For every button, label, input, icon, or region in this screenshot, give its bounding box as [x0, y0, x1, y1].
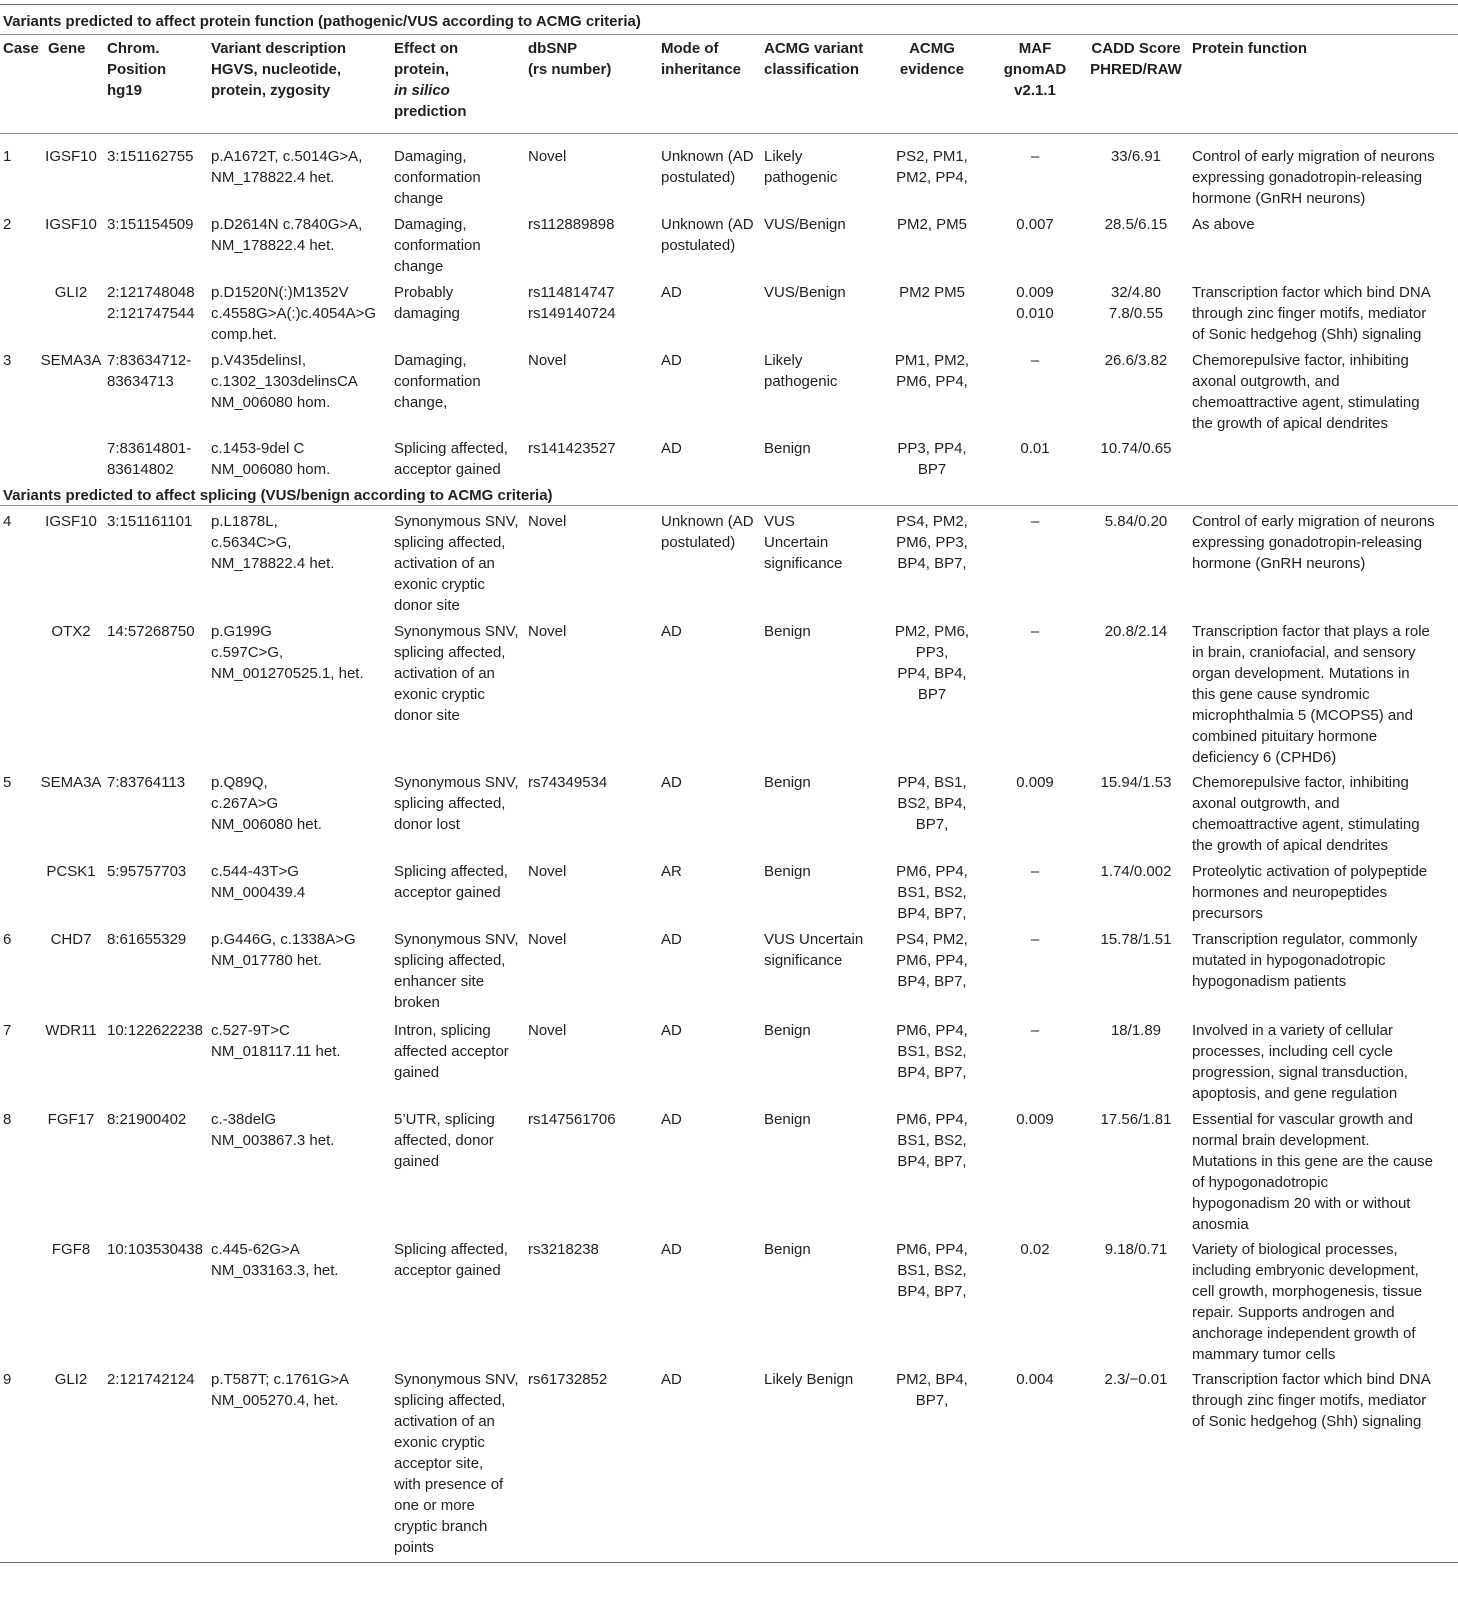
cell-position: 7:83634712- 83634713	[107, 352, 192, 390]
cell-position: 10:122622238	[107, 1022, 203, 1039]
cell-maf: –	[1030, 513, 1040, 530]
cell-dbsnp: rs147561706	[528, 1111, 616, 1128]
cell-position: 2:121748048 2:121747544	[107, 284, 195, 322]
cell-case: 3	[3, 352, 12, 369]
cell-maf: 0.007	[1016, 216, 1054, 233]
cell-acmg-class: Benign	[764, 440, 811, 457]
cell-gene: OTX2	[51, 623, 91, 640]
cell-maf: –	[1030, 863, 1040, 880]
cell-dbsnp: Novel	[528, 148, 567, 165]
cell-position: 5:95757703	[107, 863, 187, 880]
cell-dbsnp: Novel	[528, 623, 567, 640]
cell-cadd: 26.6/3.82	[1104, 352, 1168, 369]
cell-variant: p.V435delinsI, c.1302_1303delinsCA NM_006080 hom.	[211, 352, 358, 411]
cell-cadd: 18/1.89	[1110, 1022, 1162, 1039]
cell-acmg-class: Benign	[764, 774, 811, 791]
cell-variant: c.544-43T>G NM_000439.4	[211, 863, 306, 901]
cell-acmg-class: Likely pathogenic	[764, 352, 838, 390]
header-position: Chrom. Position hg19	[107, 40, 167, 99]
cell-acmg-class: VUS/Benign	[764, 284, 846, 301]
cell-acmg-evidence: PM6, PP4, BS1, BS2, BP4, BP7,	[896, 1022, 968, 1081]
header-case: Case	[3, 40, 39, 57]
cell-cadd: 9.18/0.71	[1104, 1241, 1168, 1258]
cell-acmg-class: Benign	[764, 863, 811, 880]
header-variant: Variant description HGVS, nucleotide, protein, zygosity	[211, 40, 347, 99]
cell-function: Proteolytic activation of polypeptide hormones and neuropeptides precursors	[1192, 863, 1428, 922]
cell-effect: Splicing affected, acceptor gained	[394, 863, 508, 901]
cell-position: 8:61655329	[107, 931, 187, 948]
cell-position: 3:151161101	[107, 513, 193, 530]
cell-maf: 0.009 0.010	[1016, 284, 1054, 322]
cell-mode: AD	[661, 774, 682, 791]
cell-gene: FGF17	[47, 1111, 95, 1128]
cell-variant: p.D1520N(:)M1352V c.4558G>A(:)c.4054A>G comp.het.	[211, 284, 377, 343]
cell-effect: Probably damaging	[394, 284, 460, 322]
header-function: Protein function	[1192, 40, 1307, 57]
cell-gene: IGSF10	[45, 148, 97, 165]
cell-function: As above	[1192, 216, 1255, 233]
section-title-protein: Variants predicted to affect protein function (pathogenic/VUS according to ACMG criteria)	[3, 13, 641, 30]
cell-cadd: 20.8/2.14	[1104, 623, 1168, 640]
cell-effect: Damaging, conformation change	[394, 148, 481, 207]
cell-function: Variety of biological processes, including embryonic development, cell growth, morphogenesis, tissue repair. Supports androgen and anchorage independent growth of mammary tumor cells	[1192, 1241, 1423, 1363]
header-cadd: CADD Score PHRED/RAW	[1090, 40, 1182, 78]
cell-cadd: 32/4.80 7.8/0.55	[1108, 284, 1164, 322]
header-bottom-rule	[0, 133, 1458, 134]
cell-variant: c.445-62G>A NM_033163.3, het.	[211, 1241, 339, 1279]
cell-cadd: 15.94/1.53	[1100, 774, 1172, 791]
cell-dbsnp: rs114814747 rs149140724	[528, 284, 616, 322]
cell-effect: Splicing affected, acceptor gained	[394, 1241, 508, 1279]
cell-gene: CHD7	[50, 931, 92, 948]
cell-acmg-class: Likely Benign	[764, 1371, 854, 1388]
cell-mode: AD	[661, 1111, 682, 1128]
cell-maf: –	[1030, 623, 1040, 640]
cell-position: 14:57268750	[107, 623, 195, 640]
cell-function: Essential for vascular growth and normal brain development. Mutations in this gene are the cause of hypogonadotropic hypogonadism 20 with or without anosmia	[1192, 1111, 1433, 1233]
cell-variant: c.527-9T>C NM_018117.11 het.	[211, 1022, 341, 1060]
cell-acmg-class: Benign	[764, 1111, 811, 1128]
cell-effect: Splicing affected, acceptor gained	[394, 440, 508, 478]
cell-mode: AD	[661, 1022, 682, 1039]
cell-dbsnp: rs3218238	[528, 1241, 599, 1258]
cell-acmg-evidence: PS2, PM1, PM2, PP4,	[896, 148, 968, 186]
cell-acmg-evidence: PM2 PM5	[899, 284, 965, 301]
section-divider-rule	[0, 505, 1458, 506]
cell-mode: AD	[661, 440, 682, 457]
cell-cadd: 5.84/0.20	[1104, 513, 1168, 530]
header-gene: Gene	[48, 40, 86, 57]
cell-position: 2:121742124	[107, 1371, 195, 1388]
cell-function: Transcription factor that plays a role in brain, craniofacial, and sensory organ development. Mutations in this gene cause syndromic microphthalmia 5 (MCOPS5) and combined pituitary hormone deficiency 6 (CPHD6)	[1192, 623, 1430, 766]
cell-position: 3:151162755	[107, 148, 194, 165]
cell-case: 5	[3, 774, 12, 791]
cell-maf: 0.004	[1016, 1371, 1054, 1388]
cell-acmg-class: Likely pathogenic	[764, 148, 838, 186]
cell-acmg-evidence: PS4, PM2, PM6, PP3, BP4, BP7,	[896, 513, 968, 572]
cell-mode: AD	[661, 284, 682, 301]
cell-maf: 0.02	[1020, 1241, 1050, 1258]
cell-cadd: 33/6.91	[1110, 148, 1162, 165]
cell-maf: 0.009	[1016, 774, 1054, 791]
cell-effect: Synonymous SNV, splicing affected, activation of an exonic cryptic acceptor site, with presence of one or more cryptic branch points	[394, 1371, 519, 1556]
cell-maf: 0.01	[1020, 440, 1050, 457]
cell-acmg-evidence: PP3, PP4, BP7	[897, 440, 967, 478]
cell-function: Chemorepulsive factor, inhibiting axonal outgrowth, and chemoattractive agent, stimulating the growth of apical dendrites	[1192, 774, 1420, 854]
cell-effect: Synonymous SNV, splicing affected, donor lost	[394, 774, 519, 833]
header-acmg-class: ACMG variant classification	[764, 40, 864, 78]
cell-variant: p.T587T; c.1761G>A NM_005270.4, het.	[211, 1371, 350, 1409]
cell-mode: Unknown (AD postulated)	[661, 513, 754, 551]
header-top-rule	[0, 34, 1458, 35]
cell-acmg-evidence: PM2, PM6, PP3, PP4, BP4, BP7	[894, 623, 970, 703]
cell-acmg-evidence: PM6, PP4, BS1, BS2, BP4, BP7,	[896, 1111, 968, 1170]
cell-maf: –	[1030, 1022, 1040, 1039]
header-dbsnp: dbSNP (rs number)	[528, 40, 612, 78]
cell-maf: 0.009	[1016, 1111, 1054, 1128]
cell-cadd: 10.74/0.65	[1100, 440, 1172, 457]
header-mode: Mode of inheritance	[661, 40, 742, 78]
cell-function: Transcription regulator, commonly mutated in hypogonadotropic hypogonadism patients	[1192, 931, 1418, 990]
cell-dbsnp: Novel	[528, 513, 567, 530]
cell-mode: AD	[661, 931, 682, 948]
cell-effect: Damaging, conformation change,	[394, 352, 481, 411]
cell-gene: GLI2	[54, 1371, 88, 1388]
cell-gene: IGSF10	[45, 513, 97, 530]
cell-case: 1	[3, 148, 12, 165]
cell-position: 7:83614801- 83614802	[107, 440, 192, 478]
cell-acmg-evidence: PM6, PP4, BS1, BS2, BP4, BP7,	[896, 1241, 968, 1300]
cell-cadd: 1.74/0.002	[1100, 863, 1172, 880]
cell-acmg-class: Benign	[764, 623, 811, 640]
cell-effect: Intron, splicing affected acceptor gained	[394, 1022, 509, 1081]
header-acmg-evidence: ACMG evidence	[899, 40, 965, 78]
cell-variant: p.A1672T, c.5014G>A, NM_178822.4 het.	[211, 148, 363, 186]
cell-dbsnp: Novel	[528, 352, 567, 369]
cell-mode: AD	[661, 623, 682, 640]
cell-dbsnp: Novel	[528, 863, 567, 880]
cell-gene: GLI2	[54, 284, 88, 301]
cell-mode: AR	[661, 863, 682, 880]
cell-function: Transcription factor which bind DNA through zinc finger motifs, mediator of Sonic hedgehog (Shh) signaling	[1192, 284, 1431, 343]
cell-dbsnp: rs61732852	[528, 1371, 608, 1388]
cell-case: 2	[3, 216, 12, 233]
cell-acmg-class: Benign	[764, 1022, 811, 1039]
cell-dbsnp: rs141423527	[528, 440, 616, 457]
cell-case: 7	[3, 1022, 12, 1039]
cell-dbsnp: Novel	[528, 1022, 567, 1039]
cell-function: Control of early migration of neurons expressing gonadotropin-releasing hormone (GnRH neurons)	[1192, 148, 1435, 207]
cell-acmg-evidence: PS4, PM2, PM6, PP4, BP4, BP7,	[896, 931, 968, 990]
cell-variant: p.Q89Q, c.267A>G NM_006080 het.	[211, 774, 322, 833]
cell-acmg-evidence: PP4, BS1, BS2, BP4, BP7,	[897, 774, 967, 833]
cell-dbsnp: rs112889898	[528, 216, 615, 233]
header-maf: MAF gnomAD v2.1.1	[1003, 40, 1067, 99]
cell-gene: IGSF10	[45, 216, 97, 233]
cell-function: Involved in a variety of cellular processes, including cell cycle progression, signal transduction, apoptosis, and gene regulation	[1192, 1022, 1408, 1102]
cell-gene: SEMA3A	[40, 774, 102, 791]
cell-dbsnp: Novel	[528, 931, 567, 948]
cell-acmg-class: VUS Uncertain significance	[764, 931, 864, 969]
cell-case: 6	[3, 931, 12, 948]
cell-effect: Synonymous SNV, splicing affected, activation of an exonic cryptic donor site	[394, 513, 519, 614]
cell-cadd: 2.3/−0.01	[1104, 1371, 1168, 1388]
cell-acmg-evidence: PM6, PP4, BS1, BS2, BP4, BP7,	[896, 863, 968, 922]
top-rule	[0, 4, 1458, 5]
cell-acmg-class: VUS/Benign	[764, 216, 846, 233]
cell-maf: –	[1030, 352, 1040, 369]
cell-position: 10:103530438	[107, 1241, 203, 1258]
cell-cadd: 17.56/1.81	[1100, 1111, 1172, 1128]
cell-position: 8:21900402	[107, 1111, 187, 1128]
cell-variant: c.-38delG NM_003867.3 het.	[211, 1111, 335, 1149]
cell-effect: Synonymous SNV, splicing affected, activation of an exonic cryptic donor site	[394, 623, 519, 724]
cell-mode: Unknown (AD postulated)	[661, 148, 754, 186]
cell-cadd: 15.78/1.51	[1100, 931, 1172, 948]
section-title-splicing: Variants predicted to affect splicing (VUS/benign according to ACMG criteria)	[3, 487, 553, 504]
cell-acmg-evidence: PM1, PM2, PM6, PP4,	[894, 352, 970, 390]
cell-variant: c.1453-9del C NM_006080 hom.	[211, 440, 331, 478]
cell-maf: –	[1030, 931, 1040, 948]
cell-cadd: 28.5/6.15	[1104, 216, 1168, 233]
cell-variant: p.D2614N c.7840G>A, NM_178822.4 het.	[211, 216, 363, 254]
cell-case: 4	[3, 513, 12, 530]
cell-case: 8	[3, 1111, 12, 1128]
cell-dbsnp: rs74349534	[528, 774, 608, 791]
cell-mode: AD	[661, 352, 682, 369]
cell-effect: 5’UTR, splicing affected, donor gained	[394, 1111, 495, 1170]
cell-acmg-class: Benign	[764, 1241, 811, 1258]
bottom-rule	[0, 1562, 1458, 1563]
cell-case: 9	[3, 1371, 12, 1388]
cell-maf: –	[1030, 148, 1040, 165]
cell-variant: p.L1878L, c.5634C>G, NM_178822.4 het.	[211, 513, 335, 572]
cell-acmg-evidence: PM2, BP4, BP7,	[896, 1371, 968, 1409]
cell-gene: FGF8	[51, 1241, 91, 1258]
cell-mode: AD	[661, 1241, 682, 1258]
cell-mode: AD	[661, 1371, 682, 1388]
cell-acmg-class: VUS Uncertain significance	[764, 513, 843, 572]
cell-effect: Damaging, conformation change	[394, 216, 481, 275]
cell-effect: Synonymous SNV, splicing affected, enhancer site broken	[394, 931, 519, 1011]
cell-position: 7:83764113	[107, 774, 186, 791]
cell-gene: SEMA3A	[40, 352, 102, 369]
cell-variant: p.G199G c.597C>G, NM_001270525.1, het.	[211, 623, 364, 682]
cell-function: Control of early migration of neurons expressing gonadotropin-releasing hormone (GnRH neurons)	[1192, 513, 1435, 572]
cell-function: Transcription factor which bind DNA through zinc finger motifs, mediator of Sonic hedgehog (Shh) signaling	[1192, 1371, 1431, 1430]
cell-gene: WDR11	[45, 1022, 97, 1039]
cell-position: 3:151154509	[107, 216, 194, 233]
cell-acmg-evidence: PM2, PM5	[896, 216, 968, 233]
cell-mode: Unknown (AD postulated)	[661, 216, 754, 254]
header-effect: Effect on protein, in silico prediction	[394, 40, 467, 120]
cell-gene: PCSK1	[46, 863, 96, 880]
cell-function: Chemorepulsive factor, inhibiting axonal outgrowth, and chemoattractive agent, stimulating the growth of apical dendrites	[1192, 352, 1420, 432]
cell-variant: p.G446G, c.1338A>G NM_017780 het.	[211, 931, 356, 969]
